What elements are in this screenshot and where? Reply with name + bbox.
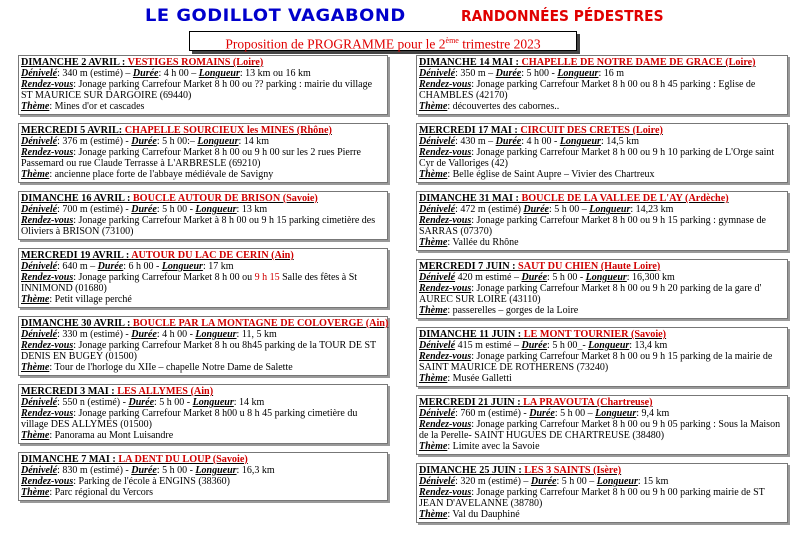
hike-rendezvous: Rendez-vous: Jonage parking Carrefour Market 8 h ou 8h45 parking de la TOUR DE ST DENIS EN BUGEY (01500) xyxy=(21,340,376,362)
left-column xyxy=(18,55,388,509)
hike-date: MERCREDI 19 AVRIL : xyxy=(21,250,132,261)
hike-rendezvous: Rendez-vous: Jonage parking Carrefour Market 8 h 00 ou 9 h 15 parking : gymnase de SARRAS (07370) xyxy=(419,215,766,237)
hike-date: MERCREDI 21 JUIN : xyxy=(419,397,524,408)
hike-entry xyxy=(18,452,388,501)
hike-entry xyxy=(416,191,788,251)
hike-stats: Dénivelé: 376 m (estimé) - Durée: 5 h 00:– Longueur: 14 km xyxy=(21,136,270,147)
hike-theme: Thème: Parc régional du Vercors xyxy=(21,487,153,498)
hike-entry xyxy=(416,55,788,115)
hike-theme: Thème: découvertes des cabornes.. xyxy=(419,101,560,112)
hike-rendezvous: Rendez-vous: Jonage parking Carrefour Market 8 h 00 ou 9 h 15 Salle des fêtes à St INNIMOND (01680) xyxy=(21,272,358,294)
hike-rendezvous: Rendez-vous: Jonage parking Carrefour Market 8 h 00 ou 9 h 05 parking : Sous la Maison de la Perelle- SAINT HUGUES DE CHARTREUSE (38480) xyxy=(419,419,781,441)
time-highlight: 9 h 15 xyxy=(254,272,280,283)
hike-stats: Dénivelé: 330 m (estimé) - Durée: 4 h 00 - Longueur: 11, 5 km xyxy=(21,329,277,340)
hike-date: MERCREDI 7 JUIN : xyxy=(419,261,519,272)
hike-place: BOUCLE DE LA VALLEE DE L'AY (Ardèche) xyxy=(521,193,729,204)
hike-place: LES 3 SAINTS (Isère) xyxy=(524,465,622,476)
hike-rendezvous: Rendez-vous: Jonage parking Carrefour Market 8 h 00 ou 8 h 45 parking : Eglise de CHAMBLES (42170) xyxy=(419,79,756,101)
hike-place: CIRCUIT DES CRETES (Loire) xyxy=(520,125,663,136)
hike-date: MERCREDI 17 MAI : xyxy=(419,125,521,136)
right-column xyxy=(416,55,788,531)
hike-stats: Dénivelé: 700 m (estimé) - Durée: 5 h 00 - Longueur: 13 km xyxy=(21,204,268,215)
hike-theme: Thème: Tour de l'horloge du XIIe – chapelle Notre Dame de Salette xyxy=(21,362,293,373)
hike-date: DIMANCHE 11 JUIN : xyxy=(419,329,524,340)
hike-theme: Thème: Musée Galletti xyxy=(419,373,512,384)
hike-place: LES ALLYMES (Ain) xyxy=(117,386,214,397)
hike-place: LE MONT TOURNIER (Savoie) xyxy=(523,329,667,340)
hike-rendezvous: Rendez-vous: Parking de l'école à ENGINS (38360) xyxy=(21,476,230,487)
hike-place: CHAPELLE SOURCIEUX les MINES (Rhône) xyxy=(124,125,332,136)
hike-stats: Dénivelé: 430 m – Durée: 4 h 00 - Longueur: 14,5 km xyxy=(419,136,640,147)
hike-place: AUTOUR DU LAC DE CERIN (Ain) xyxy=(131,250,294,261)
club-subtitle: RANDONNÉES PÉDESTRES xyxy=(461,7,664,25)
hike-theme: Thème: Panorama au Mont Luisandre xyxy=(21,430,174,441)
hike-rendezvous: Rendez-vous: Jonage parking Carrefour Market à 8 h 00 ou 9 h 15 parking cimetière des Oliviers à BRISON (73100) xyxy=(21,215,376,237)
hike-date: DIMANCHE 2 AVRIL : xyxy=(21,57,128,68)
hike-place: BOUCLE PAR LA MONTAGNE DE COLOVERGE (Ain) xyxy=(132,318,389,329)
hike-stats: Dénivelé: 340 m (estimé) – Durée: 4 h 00 – Longueur: 13 km ou 16 km xyxy=(21,68,311,79)
hike-rendezvous: Rendez-vous: Jonage parking Carrefour Market 8 h 00 ou 9 h 20 parking de la gare d' AUREC SUR LOIRE (43110) xyxy=(419,283,762,305)
hike-entry xyxy=(416,395,788,455)
hike-theme: Thème: Val du Dauphiné xyxy=(419,509,520,520)
hike-entry xyxy=(18,248,388,308)
hike-stats: Dénivelé: 640 m – Durée: 6 h 00 - Longueur: 17 km xyxy=(21,261,234,272)
hike-date: MERCREDI 5 AVRIL: xyxy=(21,125,125,136)
hike-date: DIMANCHE 25 JUIN : xyxy=(419,465,525,476)
hike-date: DIMANCHE 31 MAI : xyxy=(419,193,522,204)
hike-place: VESTIGES ROMAINS (Loire) xyxy=(127,57,264,68)
hike-place: SAUT DU CHIEN (Haute Loire) xyxy=(518,261,661,272)
hike-place: LA DENT DU LOUP (Savoie) xyxy=(118,454,248,465)
hike-entry xyxy=(18,55,388,115)
hike-stats: Dénivelé: 320 m (estimé) – Durée: 5 h 00 – Longueur: 15 km xyxy=(419,476,669,487)
hike-entry xyxy=(416,463,788,523)
hike-theme: Thème: Belle église de Saint Aupre – Vivier des Chartreux xyxy=(419,169,655,180)
hike-place: LA PRAVOUTA (Chartreuse) xyxy=(523,397,653,408)
programme-banner: Proposition de PROGRAMME pour le 2ème trimestre 2023 xyxy=(189,31,577,51)
hike-rendezvous: Rendez-vous: Jonage parking Carrefour Market 8 h 00 ou 9 h 00 sur les 2 rues Pierre Passemard ou rue Claude Terrasse à L'ARBRESLE (69210) xyxy=(21,147,361,169)
hike-stats: Dénivelé: 350 m – Durée: 5 h00 - Longueur: 16 m xyxy=(419,68,625,79)
hike-date: DIMANCHE 7 MAI : xyxy=(21,454,119,465)
hike-entry xyxy=(18,316,388,376)
hike-theme: Thème: Mines d'or et cascades xyxy=(21,101,145,112)
hike-entry xyxy=(18,191,388,240)
hike-theme: Thème: passerelles – gorges de la Loire xyxy=(419,305,579,316)
hike-date: MERCREDI 3 MAI : xyxy=(21,386,118,397)
hike-rendezvous: Rendez-vous: Jonage parking Carrefour Market 8 h 00 ou ?? parking : mairie du village ST MAURICE SUR DARGOIRE (69440) xyxy=(21,79,373,101)
hike-stats: Dénivelé: 760 m (estimé) - Durée: 5 h 00 – Longueur: 9,4 km xyxy=(419,408,670,419)
hike-rendezvous: Rendez-vous: Jonage parking Carrefour Market 8 h 00 ou 9 h 15 parking de la mairie de SAINT MAURICE DE ROTHERENS (73240) xyxy=(419,351,773,373)
hike-date: DIMANCHE 16 AVRIL : xyxy=(21,193,133,204)
hike-date: DIMANCHE 14 MAI : xyxy=(419,57,522,68)
hike-rendezvous: Rendez-vous: Jonage parking Carrefour Market 8 h00 u 8 h 45 parking cimetière du village DES ALLYMES (01500) xyxy=(21,408,358,430)
hike-theme: Thème: Petit village perché xyxy=(21,294,132,305)
hike-stats: Dénivelé: 550 n (estimé) - Durée: 5 h 00 - Longueur: 14 km xyxy=(21,397,265,408)
hike-rendezvous: Rendez-vous: Jonage parking Carrefour Market 8 h 00 ou 9 h 10 parking de L'Orge saint Cyr de Valloriges (42) xyxy=(419,147,775,169)
hike-stats: Dénivelé: 830 m (estimé) - Durée: 5 h 00 - Longueur: 16,3 km xyxy=(21,465,275,476)
hike-entry xyxy=(416,123,788,183)
hike-place: CHAPELLE DE NOTRE DAME DE GRACE (Loire) xyxy=(521,57,756,68)
hike-theme: Thème: Limite avec la Savoie xyxy=(419,441,540,452)
hike-date: DIMANCHE 30 AVRIL : xyxy=(21,318,133,329)
hike-entry xyxy=(416,259,788,319)
hike-rendezvous: Rendez-vous: Jonage parking Carrefour Market 8 h 00 ou 9 h 00 parking mairie de ST JEAN D'AVELANNE (38780) xyxy=(419,487,765,509)
header xyxy=(0,6,800,28)
hike-stats: Dénivelé 420 m estimé – Durée: 5 h 00 - Longueur: 16,300 km xyxy=(419,272,675,283)
hike-stats: Dénivelé 415 m estimé – Durée: 5 h 00_- Longueur: 13,4 km xyxy=(419,340,668,351)
hike-theme: Thème: Vallée du Rhône xyxy=(419,237,519,248)
club-title: LE GODILLOT VAGABOND xyxy=(145,6,406,26)
hike-place: BOUCLE AUTOUR DE BRISON (Savoie) xyxy=(132,193,318,204)
hike-theme: Thème: ancienne place forte de l'abbaye médiévale de Savigny xyxy=(21,169,274,180)
hike-entry xyxy=(18,384,388,444)
hike-entry xyxy=(416,327,788,387)
hike-stats: Dénivelé: 472 m (estimé) Durée: 5 h 00 – Longueur: 14,23 km xyxy=(419,204,674,215)
hike-entry xyxy=(18,123,388,183)
